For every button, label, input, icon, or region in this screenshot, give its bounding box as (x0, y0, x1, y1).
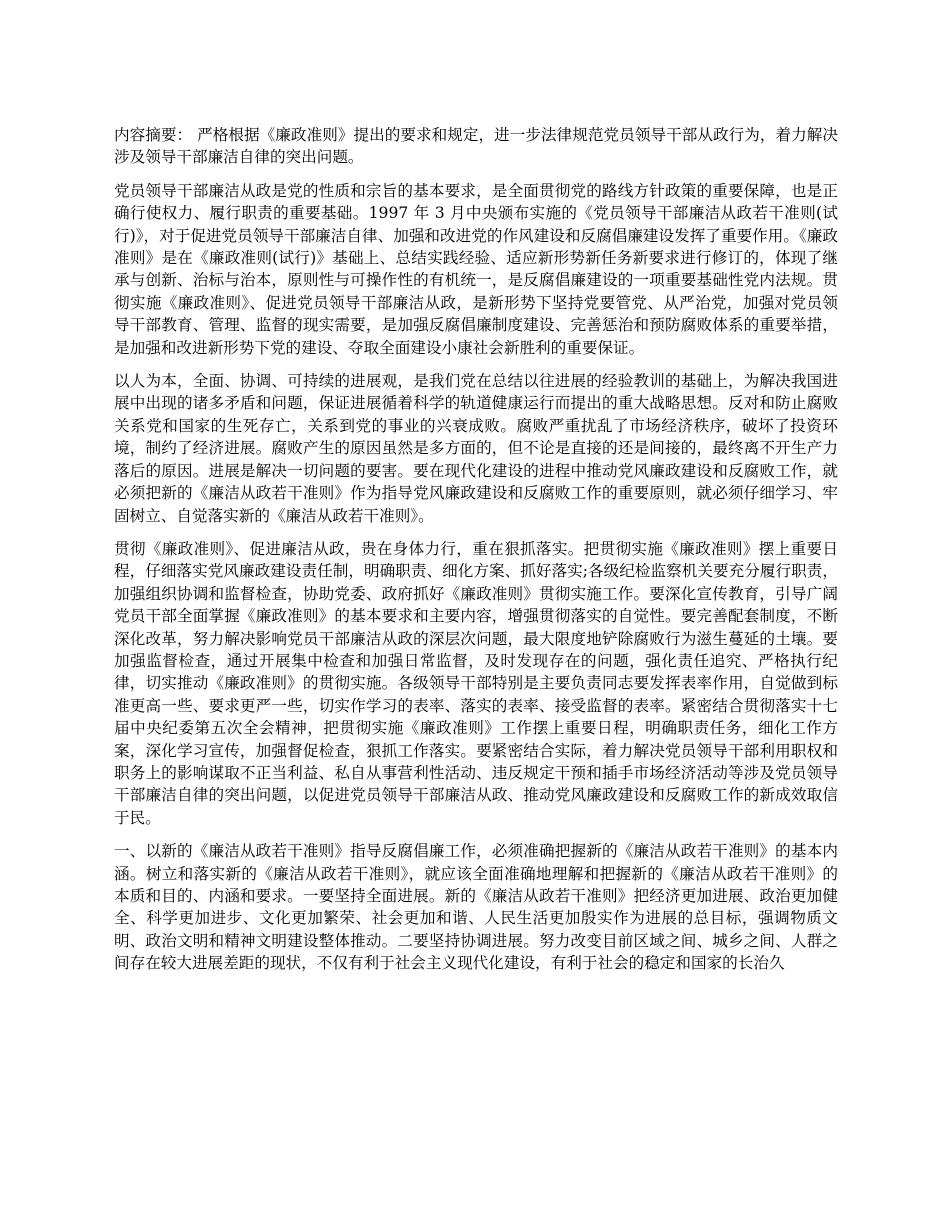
body-paragraph: 一、以新的《廉洁从政若干准则》指导反腐倡廉工作，必须准确把握新的《廉洁从政若干准则》的基本内涵。树立和落实新的《廉洁从政若干准则》，就应该全面准确地理解和把握新的《廉洁从政若干准则》的本质和目的、内涵和要求。一要坚持全面进展。新的《廉洁从政若干准则》把经济更加进展、政治更加健全、科学更加进步、文化更加繁荣、社会更加和谐、人民生活更加殷实作为进展的总目标，强调物质文明、政治文明和精神文明建设整体推动。二要坚持协调进展。努力改变目前区域之间、城乡之间、人群之间存在较大进展差距的现状，不仅有利于社会主义现代化建设，有利于社会的稳定和国家的长治久 (114, 842, 838, 973)
body-paragraph: 以人为本，全面、协调、可持续的进展观，是我们党在总结以往进展的经验教训的基础上，为解决我国进展中出现的诸多矛盾和问题，保证进展循着科学的轨道健康运行而提出的重大战略思想。反对和防止腐败关系党和国家的生死存亡，关系到党的事业的兴衰成败。腐败严重扰乱了市场经济秩序，破坏了投资环境，制约了经济进展。腐败产生的原因虽然是多方面的，但不论是直接的还是间接的，最终离不开生产力落后的原因。进展是解决一切问题的要害。要在现代化建设的进程中推动党风廉政建设和反腐败工作，就必须把新的《廉洁从政若干准则》作为指导党风廉政建设和反腐败工作的重要原则，就必须仔细学习、牢固树立、自觉落实新的《廉洁从政若干准则》。 (114, 372, 838, 525)
body-paragraph: 贯彻《廉政准则》、促进廉洁从政，贵在身体力行，重在狠抓落实。把贯彻实施《廉政准则》摆上重要日程，仔细落实党风廉政建设责任制，明确职责、细化方案、抓好落实;各级纪检监察机关要充分履行职责，加强组织协调和监督检查，协助党委、政府抓好《廉政准则》贯彻实施工作。要深化宣传教育，引导广阔党员干部全面掌握《廉政准则》的基本要求和主要内容，增强贯彻落实的自觉性。要完善配套制度，不断深化改革，努力解决影响党员干部廉洁从政的深层次问题，最大限度地铲除腐败行为滋生蔓延的土壤。要加强监督检查，通过开展集中检查和加强日常监督，及时发现存在的问题，强化责任追究、严格执行纪律，切实推动《廉政准则》的贯彻实施。各级领导干部特别是主要负责同志要发挥表率作用，自觉做到标准更高一些、要求更严一些，切实作学习的表率、落实的表率、接受监督的表率。紧密结合贯彻落实十七届中央纪委第五次全会精神，把贯彻实施《廉政准则》工作摆上重要日程，明确职责任务，细化工作方案，深化学习宣传，加强督促检查，狠抓工作落实。要紧密结合实际，着力解决党员领导干部利用职权和职务上的影响谋取不正当利益、私自从事营利性活动、违反规定干预和插手市场经济活动等涉及党员领导干部廉洁自律的突出问题，以促进党员领导干部廉洁从政、推动党风廉政建设和反腐败工作的新成效取信于民。 (114, 539, 838, 827)
abstract-paragraph: 内容摘要： 严格根据《廉政准则》提出的要求和规定，进一步法律规范党员领导干部从政行为，着力解决涉及领导干部廉洁自律的突出问题。 (114, 126, 838, 167)
body-paragraph: 党员领导干部廉洁从政是党的性质和宗旨的基本要求，是全面贯彻党的路线方针政策的重要保障，也是正确行使权力、履行职责的重要基础。1997 年 3 月中央颁布实施的《党员领导干部廉洁从政若干准则(试行)》，对于促进党员领导干部廉洁自律、加强和改进党的作风建设和反腐倡廉建设发挥了重要作用。《廉政准则》是在《廉政准则(试行)》基础上、总结实践经验、适应新形势新任务新要求进行修订的，体现了继承与创新、治标与治本，原则性与可操作性的有机统一，是反腐倡廉建设的一项重要基础性党内法规。贯彻实施《廉政准则》、促进党员领导干部廉洁从政，是新形势下坚持党要管党、从严治党，加强对党员领导干部教育、管理、监督的现实需要，是加强反腐倡廉制度建设、完善惩治和预防腐败体系的重要举措，是加强和改进新形势下党的建设、夺取全面建设小康社会新胜利的重要保证。 (114, 181, 839, 357)
document-page (114, 124, 838, 986)
